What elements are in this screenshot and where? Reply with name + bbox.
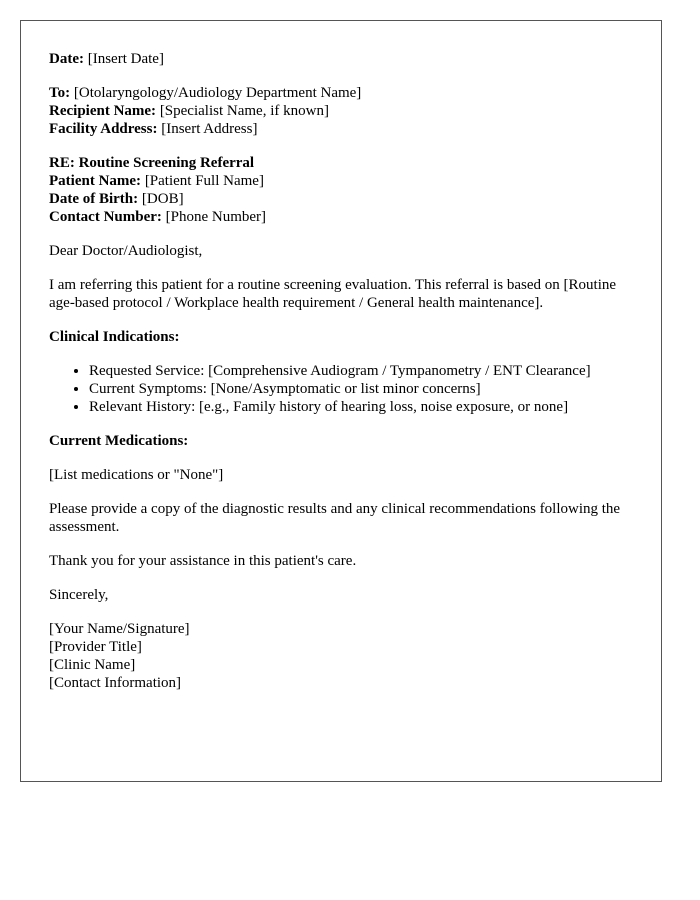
date-line (49, 50, 633, 68)
list-item: • Relevant History: [e.g., Family history of hearing loss, noise exposure, or none] (89, 398, 633, 416)
facility-address-line (49, 120, 633, 138)
patient-name-label: Patient Name: (49, 173, 142, 189)
closing: Sincerely, (49, 587, 109, 603)
recipient-name-label: Recipient Name: (49, 103, 157, 119)
re-line (49, 154, 633, 172)
medications-text: [List medications or "None"] (49, 467, 224, 483)
request-paragraph: Please provide a copy of the diagnostic results and any clinical recommendations following the assessment. (49, 501, 621, 535)
to-value: [Otolaryngology/Audiology Department Name] (73, 85, 362, 101)
to-label: To: (49, 85, 71, 101)
facility-address-value: [Insert Address] (161, 121, 258, 137)
clinical-heading: Clinical Indications: (49, 329, 180, 345)
signature-clinic: [Clinic Name] (49, 657, 136, 673)
date-section (49, 50, 633, 68)
list-item: • Current Symptoms: [None/Asymptomatic or list minor concerns] (89, 380, 633, 398)
list-item: • Requested Service: [Comprehensive Audiogram / Tympanometry / ENT Clearance] (89, 362, 633, 380)
dob-value: [DOB] (141, 191, 184, 207)
contact-number-value: [Phone Number] (165, 209, 267, 225)
subject-section (49, 154, 633, 226)
clinical-indications-list (49, 362, 633, 416)
to-line (49, 84, 633, 102)
medications-heading-line (49, 432, 633, 450)
signature-block (49, 620, 633, 692)
contact-number-label: Contact Number: (49, 209, 162, 225)
date-value: [Insert Date] (87, 51, 164, 67)
signature-contact: [Contact Information] (49, 675, 182, 691)
dob-line (49, 190, 633, 208)
signature-title: [Provider Title] (49, 639, 142, 655)
dob-label: Date of Birth: (49, 191, 139, 207)
signature-name: [Your Name/Signature] (49, 621, 190, 637)
date-label: Date: (49, 51, 84, 67)
referral-letter (20, 20, 662, 782)
medications-heading: Current Medications: (49, 433, 189, 449)
contact-number-line (49, 208, 633, 226)
re-heading: RE: Routine Screening Referral (49, 155, 255, 171)
intro-paragraph: I am referring this patient for a routine screening evaluation. This referral is based on [Routine age-based protocol / Workplace health requirement / General health maintenance]. (49, 277, 617, 311)
patient-name-value: [Patient Full Name] (144, 173, 264, 189)
salutation: Dear Doctor/Audiologist, (49, 243, 203, 259)
recipient-name-value: [Specialist Name, if known] (159, 103, 329, 119)
patient-name-line (49, 172, 633, 190)
clinical-heading-line (49, 328, 633, 346)
recipient-name-line (49, 102, 633, 120)
facility-address-label: Facility Address: (49, 121, 158, 137)
thanks-paragraph: Thank you for your assistance in this patient's care. (49, 553, 357, 569)
recipient-section (49, 84, 633, 138)
